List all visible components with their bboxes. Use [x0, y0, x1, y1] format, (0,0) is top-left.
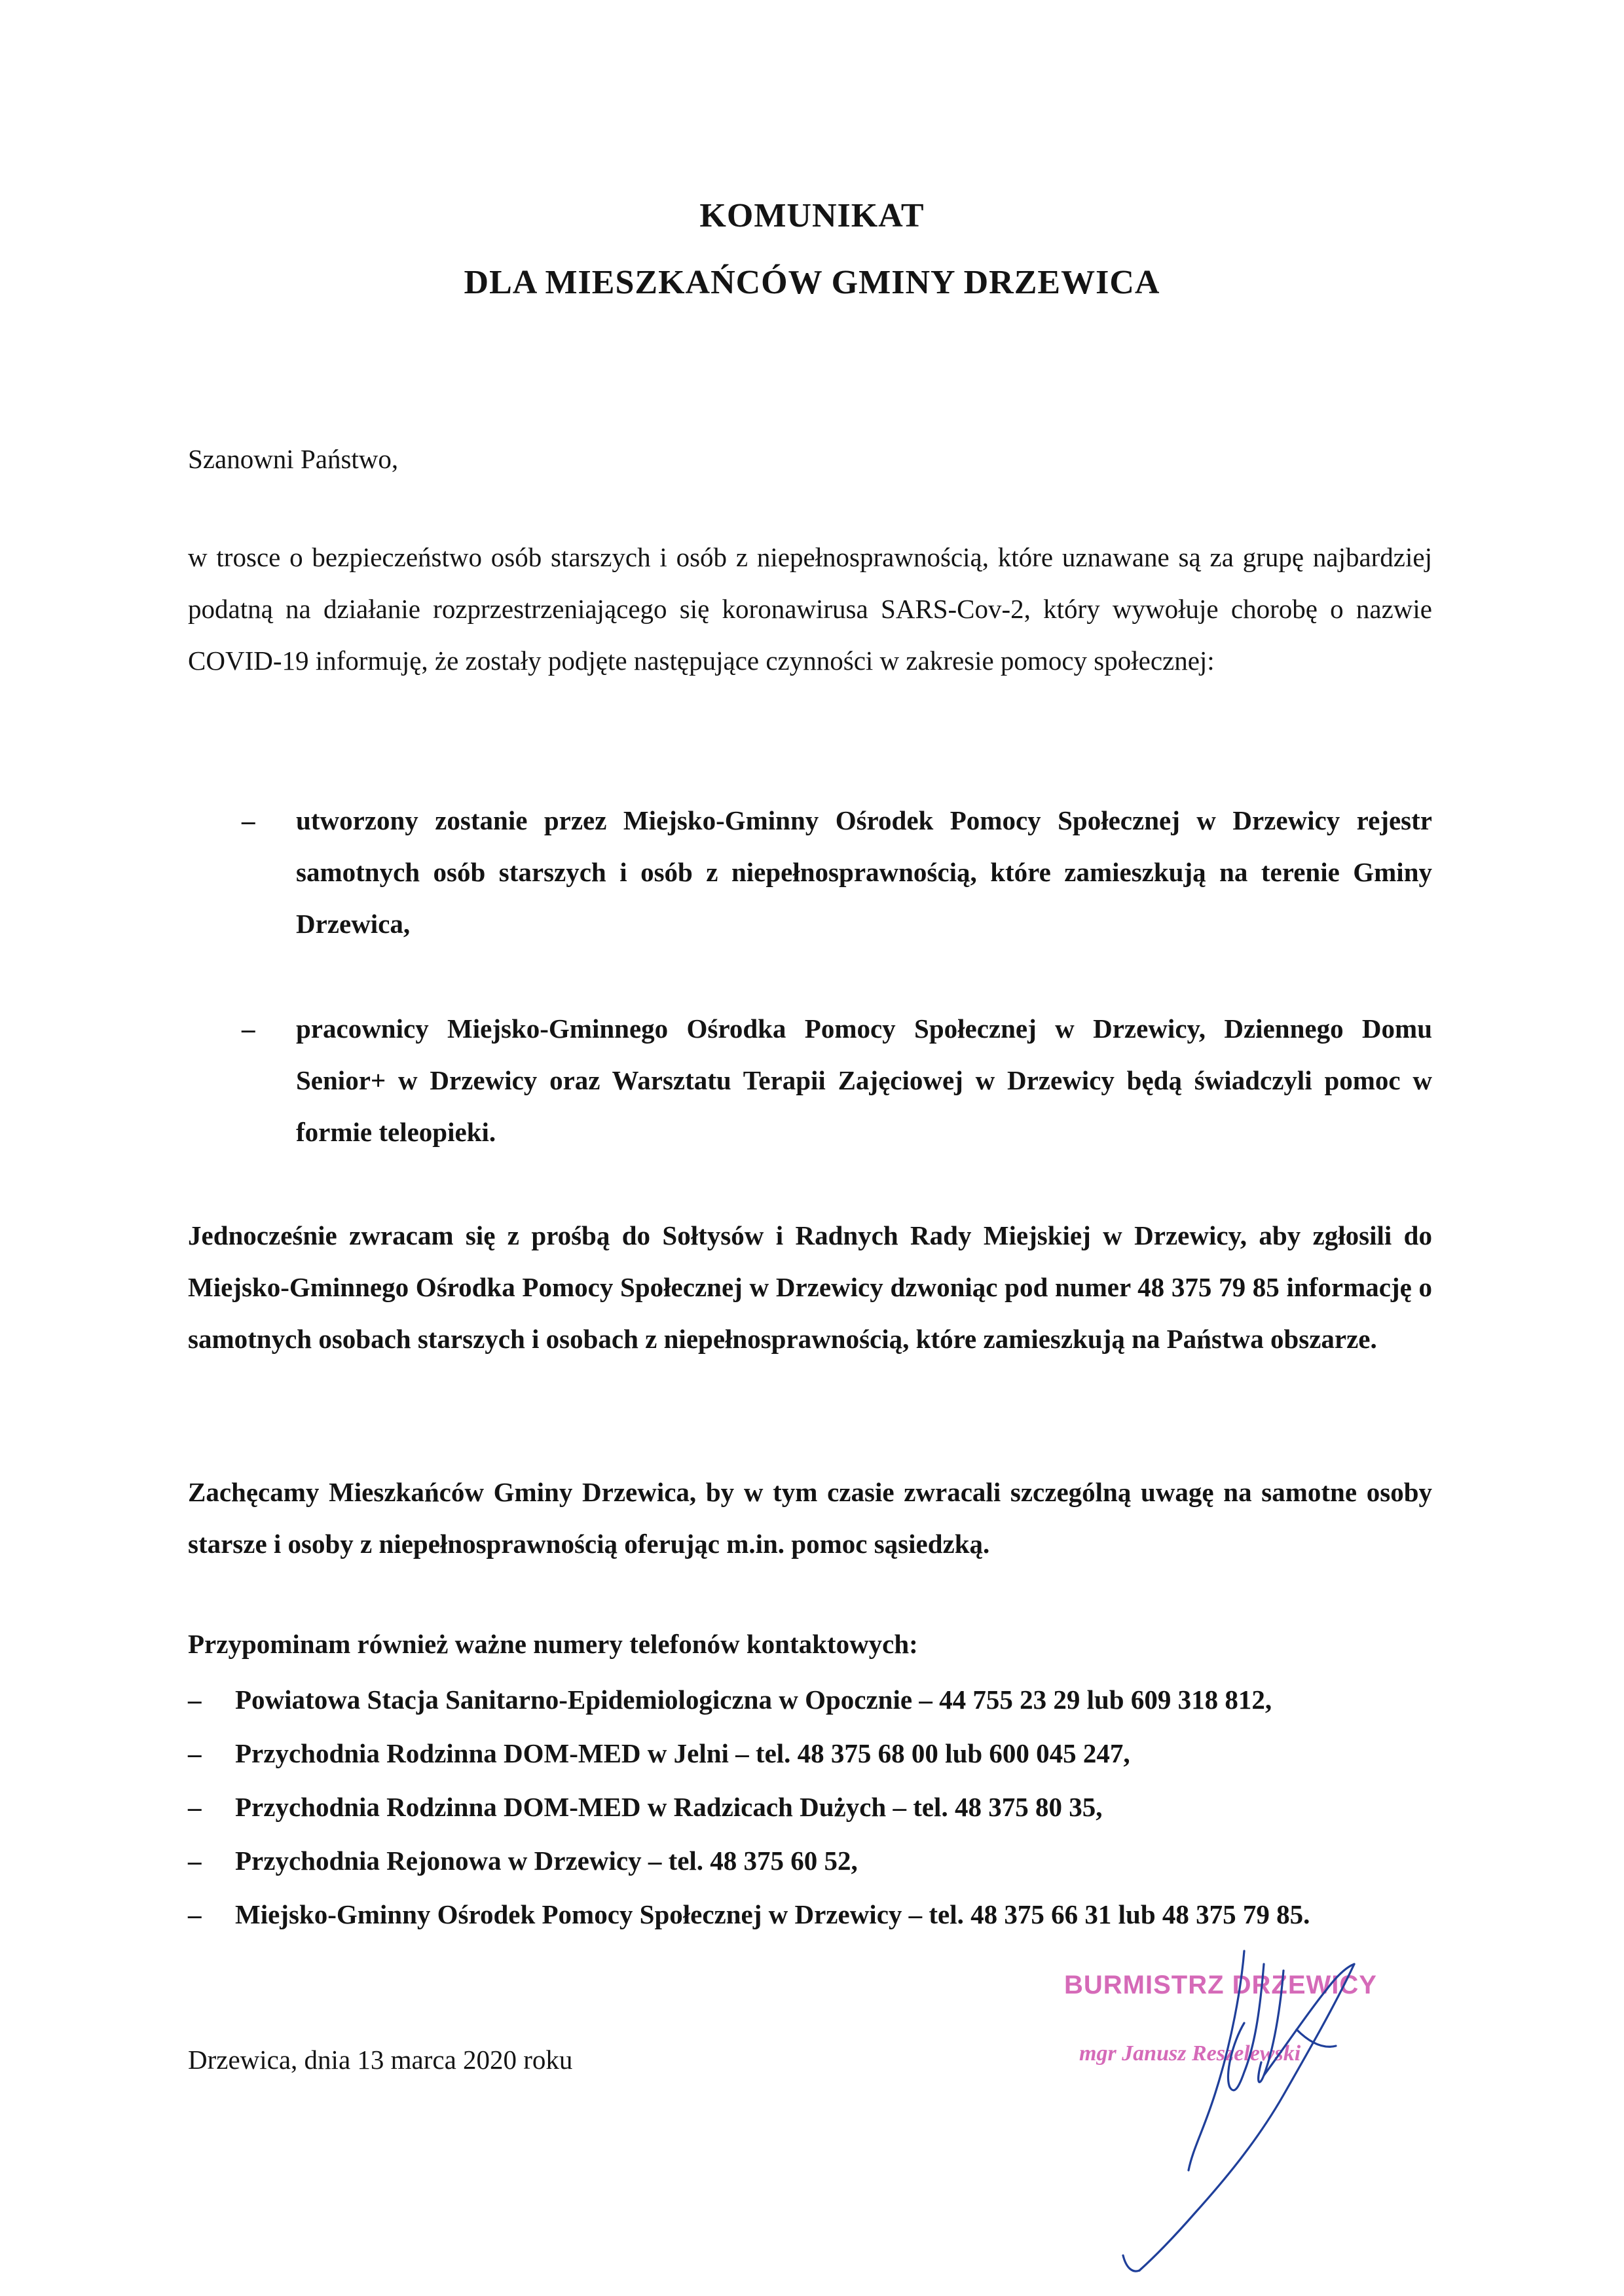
handwritten-signature-icon: [1048, 1912, 1441, 2278]
contact-text: Powiatowa Stacja Sanitarno-Epidemiologiczna w Opocznie – 44 755 23 29 lub 609 318 812,: [235, 1685, 1272, 1715]
dateline: Drzewica, dnia 13 marca 2020 roku: [188, 2045, 573, 2075]
bullet-dash: –: [242, 805, 255, 835]
salutation: Szanowni Państwo,: [188, 444, 399, 474]
contact-item: [188, 1834, 1465, 1887]
bullet-text: utworzony zostanie przez Miejsko-Gminny Ośrodek Pomocy Społecznej w Drzewicy rejestr samotnych osób starszych i osób z niepełnosprawnością, które zamieszkują na terenie Gminy Drzewica,: [296, 805, 1432, 939]
contact-text: Miejsko-Gminny Ośrodek Pomocy Społecznej w Drzewicy – tel. 48 375 66 31 lub 48 375 79 85.: [235, 1899, 1310, 1929]
contact-text: Przychodnia Rodzinna DOM-MED w Radzicach Dużych – tel. 48 375 80 35,: [235, 1792, 1103, 1822]
contact-text: Przychodnia Rejonowa w Drzewicy – tel. 48 375 60 52,: [235, 1846, 858, 1876]
bullet-text: pracownicy Miejsko-Gminnego Ośrodka Pomocy Społecznej w Drzewicy, Dziennego Domu Senior+ w Drzewicy oraz Warsztatu Terapii Zajęciowej w Drzewicy będą świadczyli pomoc w formie teleopieki.: [296, 1013, 1432, 1147]
contact-item: [188, 1780, 1465, 1834]
encouragement-paragraph: Zachęcamy Mieszkańców Gminy Drzewica, by w tym czasie zwracali szczególną uwagę na samotne osoby starsze i osoby z niepełnosprawnością oferując m.in. pomoc sąsiedzką.: [188, 1477, 1432, 1559]
contact-list: [188, 1673, 1465, 1941]
reminder-heading: Przypominam również ważne numery telefonów kontaktowych:: [188, 1629, 918, 1659]
contact-text: Przychodnia Rodzinna DOM-MED w Jelni – tel. 48 375 68 00 lub 600 045 247,: [235, 1738, 1130, 1768]
contact-item: [188, 1726, 1465, 1780]
stamp-title: BURMISTRZ DRZEWICY: [1064, 1971, 1377, 1999]
document-title: KOMUNIKAT: [699, 197, 925, 234]
intro-paragraph: w trosce o bezpieczeństwo osób starszych i osób z niepełnosprawnością, które uznawane są za grupę najbardziej podatną na działanie rozprzestrzeniającego się koronawirusa SARS-Cov-2, który wywołuje chorobę o nazwie COVID-19 informuję, że zostały podjęte następujące czynności w zakresie pomocy społecznej:: [188, 542, 1432, 676]
contact-dash: –: [188, 1685, 202, 1715]
contact-item: [188, 1673, 1465, 1726]
contact-dash: –: [188, 1738, 202, 1768]
document-subtitle: DLA MIESZKAŃCÓW GMINY DRZEWICA: [464, 264, 1160, 301]
contact-dash: –: [188, 1846, 202, 1876]
mayor-stamp: [1048, 1912, 1441, 2278]
contact-dash: –: [188, 1899, 202, 1929]
stamp-name: mgr Janusz Reszelewski: [1079, 2041, 1301, 2066]
bullet-dash: –: [242, 1013, 255, 1044]
contact-dash: –: [188, 1792, 202, 1822]
request-paragraph: Jednocześnie zwracam się z prośbą do Sołtysów i Radnych Rady Miejskiej w Drzewicy, aby zgłosili do Miejsko-Gminnego Ośrodka Pomocy Społecznej w Drzewicy dzwoniąc pod numer 48 375 79 85 informację o samotnych osobach starszych i osobach z niepełnosprawnością, które zamieszkują na Państwa obszarze.: [188, 1220, 1432, 1354]
